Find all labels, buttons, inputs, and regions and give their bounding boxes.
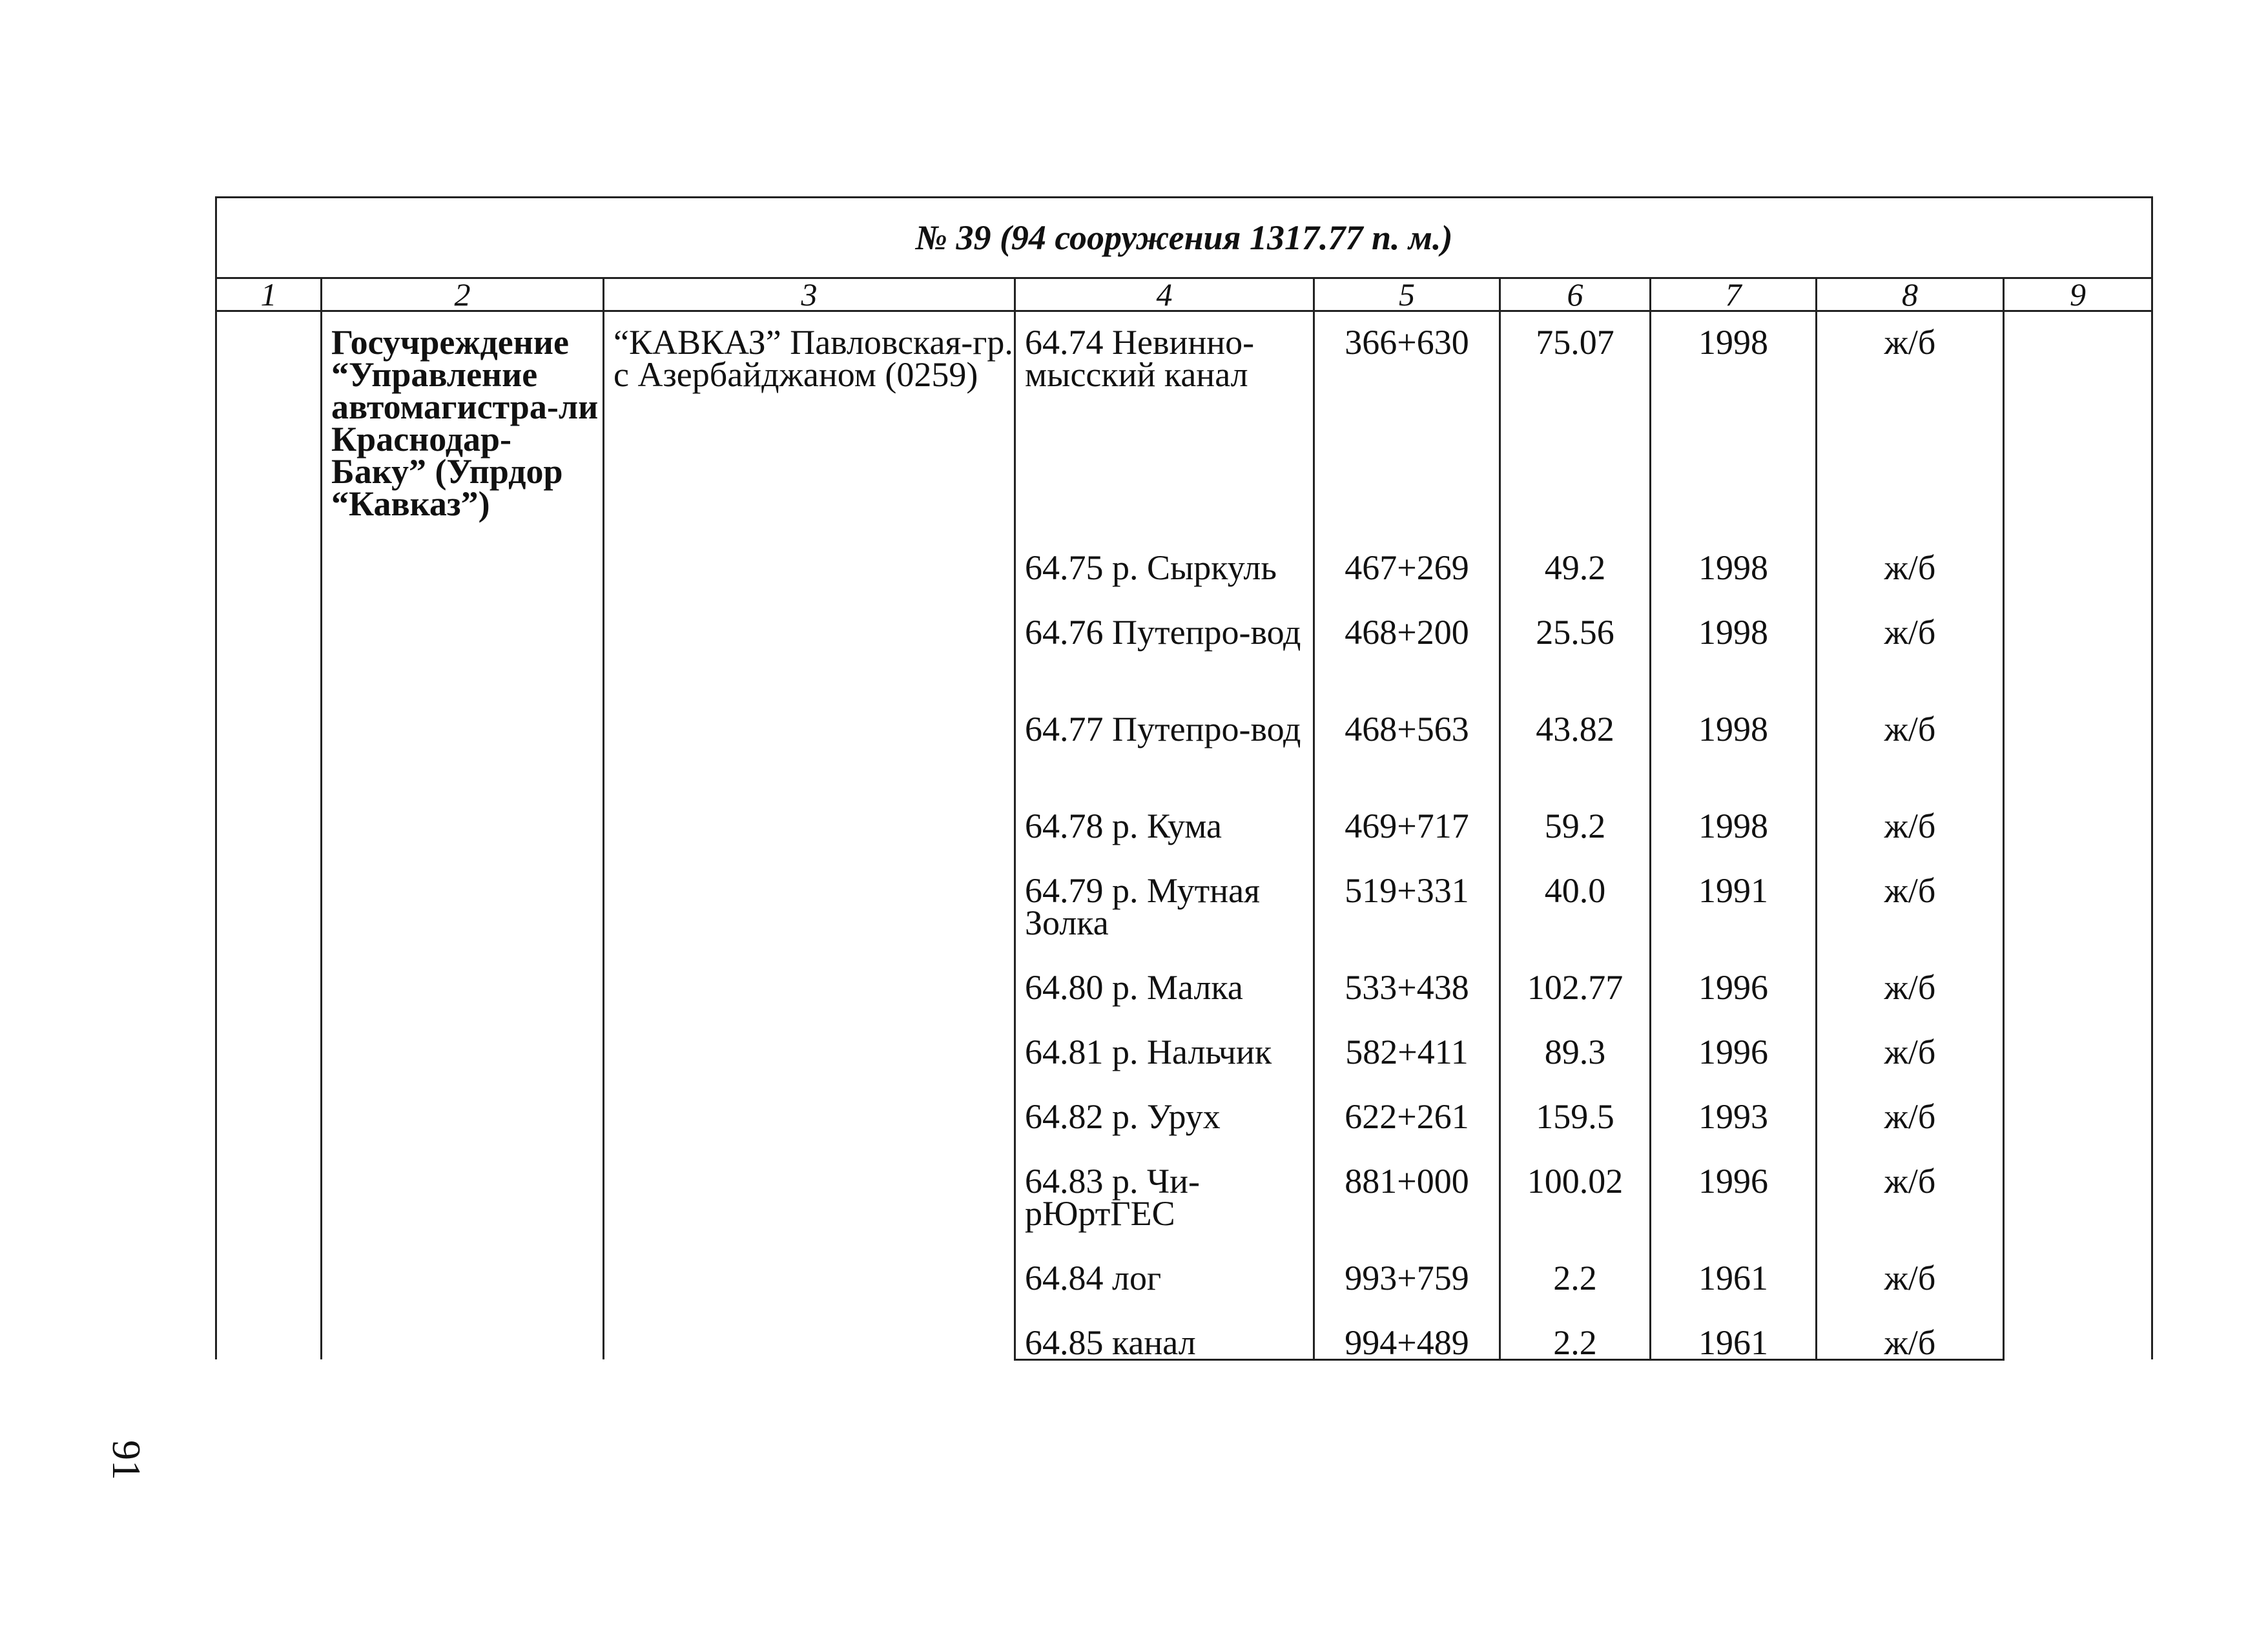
structure-name: 64.85 канал — [1015, 1312, 1314, 1360]
structure-name: 64.79 р. Мутная Золка — [1015, 860, 1314, 957]
year-value: 1998 — [1651, 537, 1817, 602]
length-value: 89.3 — [1500, 1022, 1651, 1086]
material-value: ж/б — [1817, 957, 2004, 1022]
length-value: 49.2 — [1500, 537, 1651, 602]
length-value: 40.0 — [1500, 860, 1651, 957]
structure-name: 64.81 р. Нальчик — [1015, 1022, 1314, 1086]
km-value: 994+489 — [1314, 1312, 1500, 1360]
column-number: 6 — [1500, 278, 1651, 311]
length-value: 59.2 — [1500, 796, 1651, 860]
structure-name: 64.80 р. Малка — [1015, 957, 1314, 1022]
length-value: 25.56 — [1500, 602, 1651, 699]
material-value: ж/б — [1817, 602, 2004, 699]
year-value: 1998 — [1651, 602, 1817, 699]
material-value: ж/б — [1817, 1022, 2004, 1086]
material-value: ж/б — [1817, 311, 2004, 537]
table-title: № 39 (94 сооружения 1317.77 п. м.) — [216, 198, 2152, 278]
year-value: 1996 — [1651, 1151, 1817, 1248]
length-value: 2.2 — [1500, 1248, 1651, 1312]
column-number: 5 — [1314, 278, 1500, 311]
year-value: 1996 — [1651, 957, 1817, 1022]
material-value: ж/б — [1817, 1312, 2004, 1360]
km-value: 622+261 — [1314, 1086, 1500, 1151]
column-number: 4 — [1015, 278, 1314, 311]
year-value: 1998 — [1651, 699, 1817, 796]
km-value: 468+200 — [1314, 602, 1500, 699]
length-value: 75.07 — [1500, 311, 1651, 537]
material-value: ж/б — [1817, 796, 2004, 860]
km-value: 582+411 — [1314, 1022, 1500, 1086]
km-value: 467+269 — [1314, 537, 1500, 602]
structure-name: 64.84 лог — [1015, 1248, 1314, 1312]
structure-name: 64.75 р. Сыркуль — [1015, 537, 1314, 602]
year-value: 1998 — [1651, 796, 1817, 860]
year-value: 1961 — [1651, 1312, 1817, 1360]
year-value: 1961 — [1651, 1248, 1817, 1312]
length-value: 43.82 — [1500, 699, 1651, 796]
column-number-row — [216, 278, 2152, 311]
structure-name: 64.77 Путепро-вод — [1015, 699, 1314, 796]
material-value: ж/б — [1817, 1086, 2004, 1151]
material-value: ж/б — [1817, 537, 2004, 602]
structure-name: 64.76 Путепро-вод — [1015, 602, 1314, 699]
column-number: 3 — [604, 278, 1015, 311]
year-value: 1993 — [1651, 1086, 1817, 1151]
column-number: 1 — [216, 278, 322, 311]
structure-name: 64.78 р. Кума — [1015, 796, 1314, 860]
km-value: 881+000 — [1314, 1151, 1500, 1248]
material-value: ж/б — [1817, 1248, 2004, 1312]
column-number: 9 — [2004, 278, 2152, 311]
material-value: ж/б — [1817, 699, 2004, 796]
material-value: ж/б — [1817, 1151, 2004, 1248]
km-value: 469+717 — [1314, 796, 1500, 860]
notes-cell — [2004, 311, 2152, 1360]
structure-name: 64.83 р. Чи-рЮртГЕС — [1015, 1151, 1314, 1248]
table-title-row — [216, 198, 2152, 278]
column-number: 7 — [1651, 278, 1817, 311]
year-value: 1991 — [1651, 860, 1817, 957]
km-value: 533+438 — [1314, 957, 1500, 1022]
table-row — [216, 311, 2152, 537]
length-value: 100.02 — [1500, 1151, 1651, 1248]
structure-name: 64.74 Невинно-мысский канал — [1015, 311, 1314, 537]
length-value: 102.77 — [1500, 957, 1651, 1022]
length-value: 159.5 — [1500, 1086, 1651, 1151]
km-value: 519+331 — [1314, 860, 1500, 957]
column-number: 2 — [322, 278, 604, 311]
year-value: 1996 — [1651, 1022, 1817, 1086]
km-value: 366+630 — [1314, 311, 1500, 537]
structures-table — [215, 196, 2153, 1361]
km-value: 468+563 — [1314, 699, 1500, 796]
material-value: ж/б — [1817, 860, 2004, 957]
km-value: 993+759 — [1314, 1248, 1500, 1312]
organization-cell: Госучреждение “Управление автомагистра-ли Краснодар-Баку” (Упрдор “Кавказ”) — [322, 311, 604, 1360]
length-value: 2.2 — [1500, 1312, 1651, 1360]
year-value: 1998 — [1651, 311, 1817, 537]
road-cell: “КАВКАЗ” Павловская-гр. с Азербайджаном (0259) — [604, 311, 1015, 1360]
column-number: 8 — [1817, 278, 2004, 311]
index-cell — [216, 311, 322, 1360]
structure-name: 64.82 р. Урух — [1015, 1086, 1314, 1151]
page-number: 91 — [104, 1440, 148, 1480]
